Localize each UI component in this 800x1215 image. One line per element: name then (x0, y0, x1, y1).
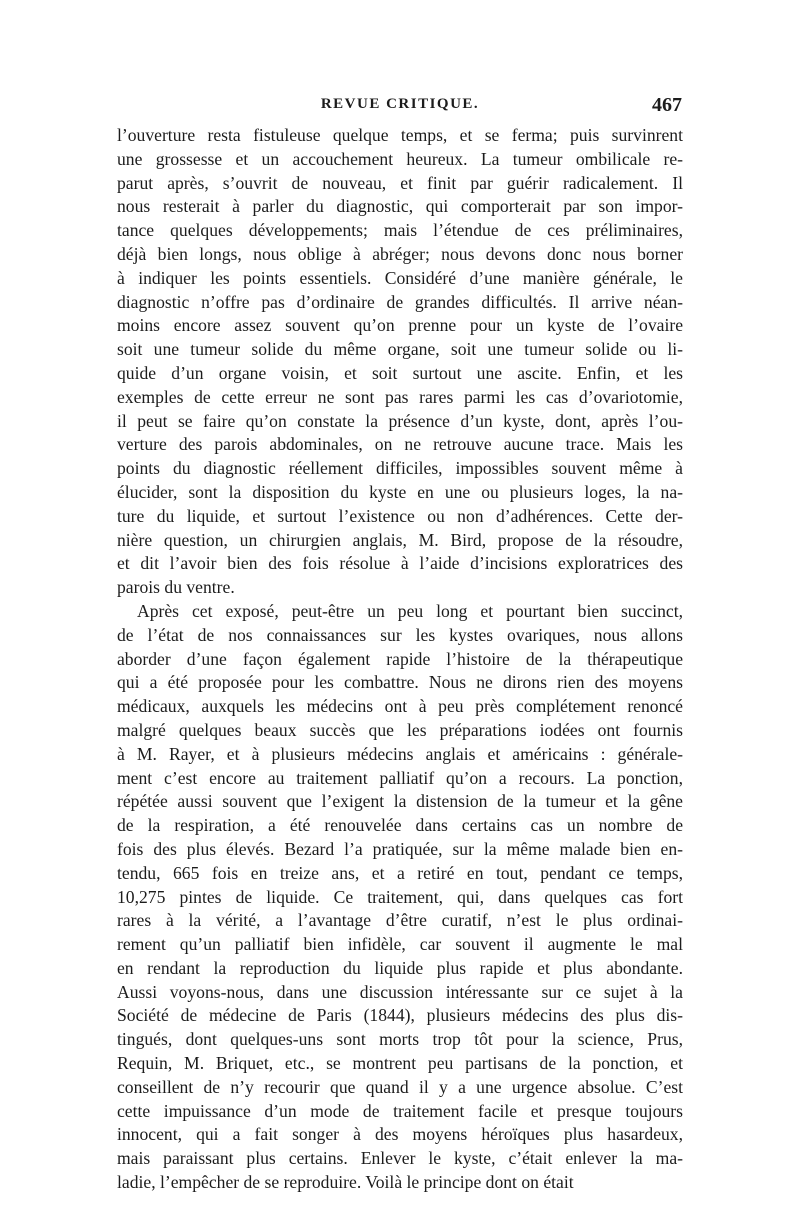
text-line: tingués, dont quelques-uns sont morts trop tôt pour la science, Prus, (117, 1029, 683, 1050)
text-line: nière question, un chirurgien anglais, M. Bird, propose de la résoudre, (117, 529, 683, 550)
text-line: à indiquer les points essentiels. Considéré d’une manière générale, le (117, 267, 683, 288)
text-line: Aussi voyons-nous, dans une discussion intéressante sur ce sujet à la (117, 981, 683, 1002)
text-line: Requin, M. Briquet, etc., se montrent peu partisans de la ponction, et (117, 1053, 683, 1074)
text-line: l’ouverture resta fistuleuse quelque temps, et se ferma; puis survinrent (117, 125, 683, 145)
page-header (118, 96, 682, 120)
text-line: innocent, qui a fait songer à des moyens héroïques plus hasardeux, (117, 1124, 683, 1145)
text-line: une grossesse et un accouchement heureux. La tumeur ombilicale re- (117, 148, 683, 169)
text-line: soit une tumeur solide du même organe, soit une tumeur solide ou li- (117, 339, 683, 360)
text-line: rares à la vérité, a l’avantage d’être curatif, n’est le plus ordinai- (117, 910, 683, 931)
text-line: tance quelques développements; mais l’étendue de ces préliminaires, (117, 220, 683, 241)
text-line: ture du liquide, et surtout l’existence ou non d’adhérences. Cette der- (117, 505, 683, 526)
text-line: qui a été proposée pour les combattre. Nous ne dirons rien des moyens (117, 672, 683, 693)
text-line: points du diagnostic réellement difficiles, impossibles souvent même à (117, 458, 683, 479)
text-line: à M. Rayer, et à plusieurs médecins anglais et américains : générale- (117, 743, 683, 764)
text-line: répétée aussi souvent que l’exigent la distension de la tumeur et la gêne (117, 791, 683, 812)
running-title: REVUE CRITIQUE. (320, 96, 480, 112)
body-text (117, 124, 683, 1195)
text-line: parois du ventre. (117, 577, 235, 598)
text-line: 10,275 pintes de liquide. Ce traitement, qui, dans quelques cas fort (117, 886, 683, 907)
paragraph (117, 600, 683, 1195)
text-line: malgré quelques beaux succès que les préparations iodées ont fournis (117, 719, 683, 740)
paragraph (117, 124, 683, 600)
page-number: 467 (652, 94, 682, 116)
text-line: exemples de cette erreur ne sont pas rares parmi les cas d’ovariotomie, (117, 386, 683, 407)
text-line: en rendant la reproduction du liquide plus rapide et plus abondante. (117, 957, 683, 978)
text-line: médicaux, auxquels les médecins ont à peu près complétement renoncé (117, 696, 683, 717)
text-line: parut après, s’ouvrit de nouveau, et finit par guérir radicalement. Il (117, 172, 683, 193)
text-line: rement qu’un palliatif bien infidèle, car souvent il augmente le mal (117, 934, 683, 955)
text-line: diagnostic n’offre pas d’ordinaire de grandes difficultés. Il arrive néan- (117, 291, 683, 312)
text-line: ladie, l’empêcher de se reproduire. Voilà le principe dont on était (117, 1172, 574, 1193)
text-line: fois des plus élevés. Bezard l’a pratiquée, sur la même malade bien en- (117, 838, 683, 859)
text-line: aborder d’une façon également rapide l’histoire de la thérapeutique (117, 648, 683, 669)
text-line: élucider, sont la disposition du kyste en une ou plusieurs loges, la na- (117, 481, 683, 502)
text-line: cette impuissance d’un mode de traitement facile et presque toujours (117, 1100, 683, 1121)
text-line: mais paraissant plus certains. Enlever le kyste, c’était enlever la ma- (117, 1148, 683, 1169)
text-line: conseillent de n’y recourir que quand il y a une urgence absolue. C’est (117, 1076, 683, 1097)
text-line: et dit l’avoir bien des fois résolue à l’aide d’incisions exploratrices des (117, 553, 683, 574)
text-line: ment c’est encore au traitement palliatif qu’on a recours. La ponction, (117, 767, 683, 788)
text-line: tendu, 665 fois en treize ans, et a retiré en tout, pendant ce temps, (117, 862, 683, 883)
text-line: déjà bien longs, nous oblige à abréger; nous devons donc nous borner (117, 243, 683, 264)
text-line: verture des parois abdominales, on ne retrouve aucune trace. Mais les (117, 434, 683, 455)
text-line: de la respiration, a été renouvelée dans certains cas un nombre de (117, 815, 683, 836)
text-line: il peut se faire qu’on constate la présence d’un kyste, dont, après l’ou- (117, 410, 683, 431)
text-line: nous resterait à parler du diagnostic, qui comporterait par son impor- (117, 196, 683, 217)
text-line: Société de médecine de Paris (1844), plusieurs médecins des plus dis- (117, 1005, 683, 1026)
text-line: moins encore assez souvent qu’on prenne pour un kyste de l’ovaire (117, 315, 683, 336)
text-line: Après cet exposé, peut-être un peu long et pourtant bien succinct, (137, 600, 683, 621)
text-line: de l’état de nos connaissances sur les kystes ovariques, nous allons (117, 624, 683, 645)
text-line: quide d’un organe voisin, et soit surtout une ascite. Enfin, et les (117, 362, 683, 383)
